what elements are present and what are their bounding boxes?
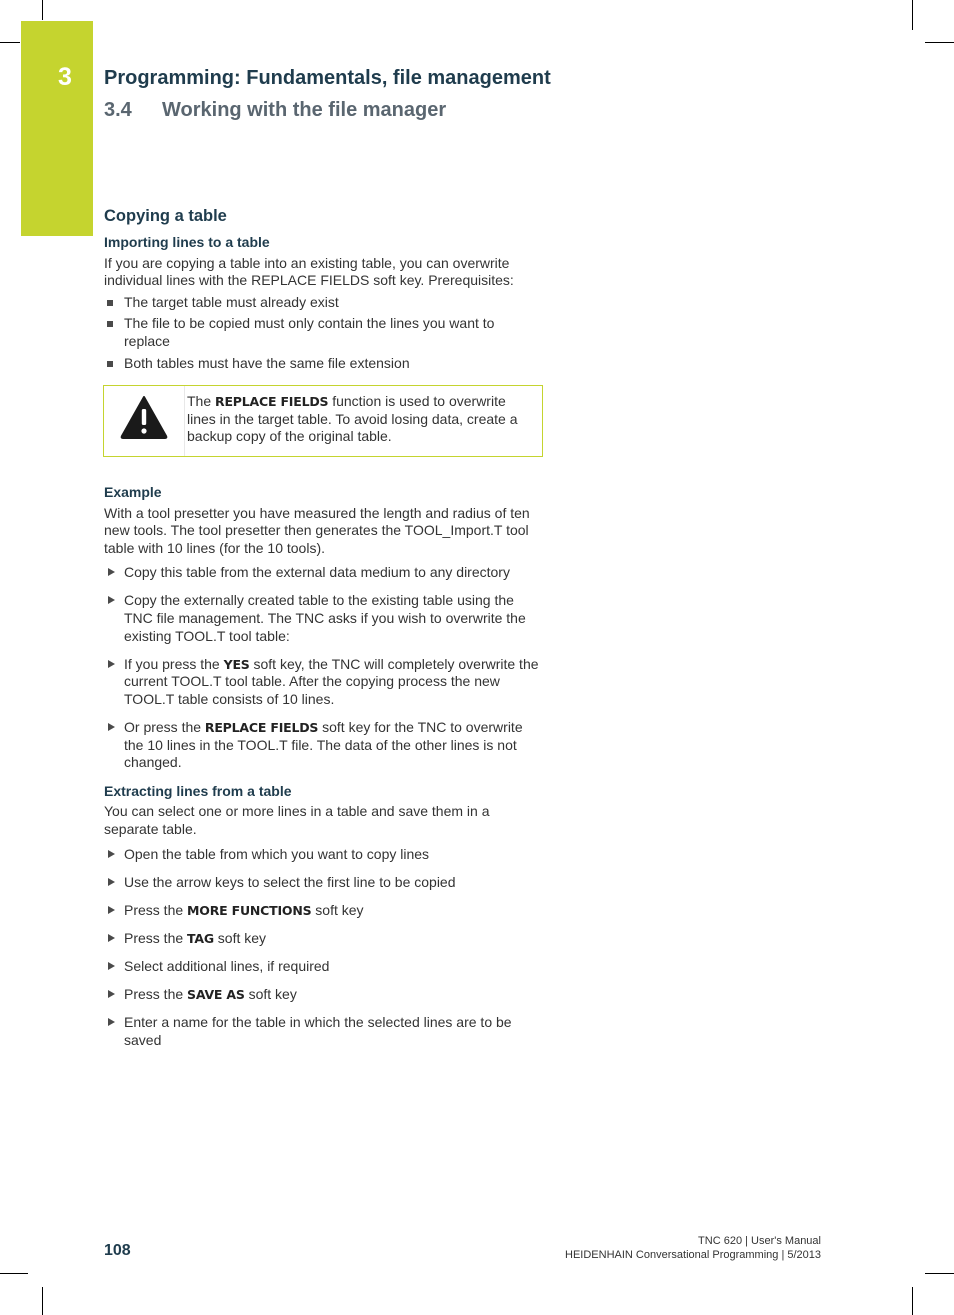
prerequisite-list — [104, 294, 544, 372]
step-item: If you press the YES soft key, the TNC will completely overwrite the current TOOL.T tool table. After the copying process the new TOOL.T table consists of 10 lines. — [104, 656, 544, 709]
chapter-number: 3 — [58, 63, 72, 91]
extracting-intro: You can select one or more lines in a table and save them in a separate table. — [104, 803, 490, 837]
step-item: Enter a name for the table in which the selected lines are to be saved — [104, 1014, 544, 1049]
step-item: Open the table from which you want to copy lines — [104, 846, 544, 864]
triangle-bullet-icon — [108, 878, 115, 886]
triangle-bullet-icon — [108, 934, 115, 942]
softkey-label: REPLACE FIELDS — [215, 394, 329, 410]
square-bullet-icon — [107, 300, 113, 306]
softkey-label: REPLACE FIELDS — [204, 719, 319, 735]
warning-icon — [119, 394, 169, 440]
square-bullet-icon — [107, 321, 113, 327]
example-steps — [104, 564, 544, 771]
list-item — [104, 355, 544, 373]
triangle-bullet-icon — [108, 850, 115, 858]
list-item-text: Both tables must have the same file extension — [124, 354, 410, 371]
importing-subheading: Importing lines to a table — [104, 234, 270, 250]
note-text: The REPLACE FIELDS function is used to overwrite lines in the target table. To avoid losing data, create a backup copy of the original table. — [187, 393, 518, 445]
square-bullet-icon — [107, 361, 113, 367]
step-item: Use the arrow keys to select the first line to be copied — [104, 874, 544, 892]
importing-intro: If you are copying a table into an existing table, you can overwrite individual lines with the REPLACE FIELDS soft key. Prerequisites: — [104, 254, 514, 289]
crop-mark — [0, 1273, 28, 1274]
example-intro: With a tool presetter you have measured the length and radius of ten new tools. The tool presetter then generates the TOOL_Import.T tool table with 10 lines (for the 10 tools). — [104, 504, 530, 556]
chapter-tab — [21, 21, 93, 236]
crop-mark — [925, 1273, 954, 1274]
step-item: Or press the REPLACE FIELDS soft key for the TNC to overwrite the 10 lines in the TOOL.T file. The data of the other lines is not changed. — [104, 719, 544, 772]
crop-mark — [925, 42, 954, 43]
crop-mark — [0, 42, 20, 43]
crop-mark — [42, 0, 43, 20]
footer-info — [565, 1234, 821, 1262]
crop-mark — [42, 1287, 43, 1315]
list-item-text: The file to be copied must only contain the lines you want to replace — [124, 315, 495, 349]
triangle-bullet-icon — [108, 962, 115, 970]
footer-publication: HEIDENHAIN Conversational Programming | 5/2013 — [565, 1249, 821, 1261]
step-item: Copy the externally created table to the existing table using the TNC file management. The TNC asks if you wish to overwrite the existing TOOL.T tool table: — [104, 592, 544, 645]
section-number: 3.4 — [104, 99, 132, 121]
list-item — [104, 315, 544, 350]
triangle-bullet-icon — [108, 660, 115, 668]
softkey-label: SAVE AS — [187, 987, 245, 1002]
main-content — [104, 206, 544, 1060]
step-item: Press the TAG soft key — [104, 930, 544, 948]
softkey-label: TAG — [187, 930, 214, 946]
chapter-title: Programming: Fundamentals, file management — [104, 67, 551, 89]
triangle-bullet-icon — [108, 1018, 115, 1026]
page-number: 108 — [104, 1242, 131, 1259]
triangle-bullet-icon — [108, 568, 115, 576]
step-item: Select additional lines, if required — [104, 958, 544, 976]
triangle-bullet-icon — [108, 990, 115, 998]
example-subheading: Example — [104, 483, 162, 500]
softkey-label: MORE FUNCTIONS — [187, 902, 312, 918]
triangle-bullet-icon — [108, 906, 115, 914]
step-item: Press the MORE FUNCTIONS soft key — [104, 902, 544, 920]
extracting-steps — [104, 846, 544, 1050]
footer-manual-title: TNC 620 | User's Manual — [698, 1235, 821, 1247]
extracting-subheading: Extracting lines from a table — [104, 782, 292, 799]
step-item: Copy this table from the external data medium to any directory — [104, 564, 544, 582]
crop-mark — [912, 0, 913, 30]
softkey-label: YES — [223, 656, 250, 672]
warning-note — [103, 385, 543, 457]
crop-mark — [912, 1287, 913, 1315]
page-heading: Copying a table — [104, 207, 227, 225]
list-item — [104, 294, 544, 312]
list-item-text: The target table must already exist — [124, 293, 339, 310]
section-title: Working with the file manager — [162, 99, 447, 121]
step-item: Press the SAVE AS soft key — [104, 986, 544, 1004]
triangle-bullet-icon — [108, 723, 115, 731]
triangle-bullet-icon — [108, 596, 115, 604]
